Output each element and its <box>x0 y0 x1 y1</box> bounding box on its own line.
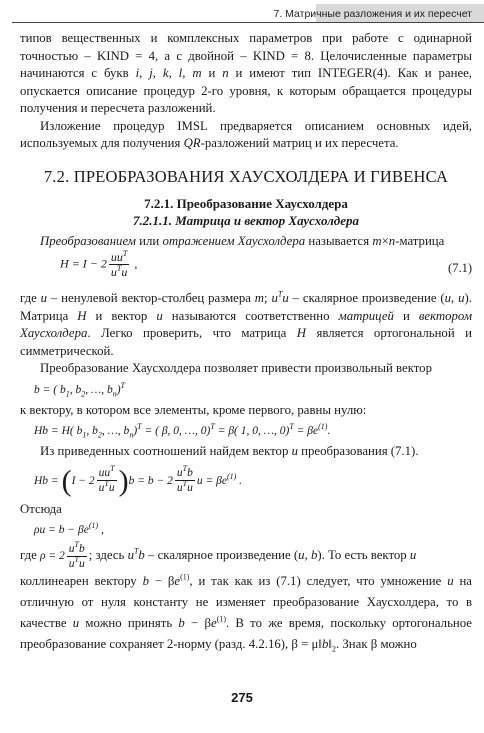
running-head-text: 7. Матричные разложения и их пересчет <box>273 8 472 20</box>
subsection-title: 7.2.1. Преобразование Хаусхолдера <box>144 195 348 211</box>
paragraph-from-relations: Из приведенных соотношений найдем вектор u преобразования (7.1). <box>40 444 419 458</box>
paragraph-intro-imsl: Изложение процедур IMSL предваряется описанием основных идей, используемых для получения QR-разложений матриц и их пересчета. <box>20 118 472 150</box>
subsubsection-title: 7.2.1.1. Матрица и вектор Хаусхолдера <box>132 212 360 228</box>
paragraph-to-vector: к вектору, в котором все элементы, кроме первого, равны нулю: <box>20 402 367 417</box>
header-rule <box>12 22 484 23</box>
formula-vector-b: b = ( $b_1$, $b_2$, …, $b_n)^T$ <box>34 380 125 398</box>
equation-number: (7.1) <box>448 261 472 275</box>
formula-householder-matrix: H = I − 2 $\frac{uu^T}{u^Tu}$ , (7.1) <box>60 249 472 279</box>
formula-hb-expanded: Hb = (I − 2 $\frac{uu^T}{u^Tu}$ )b = b − 2 $\frac{u^Tb}{u^Tu}$ $u = \beta e^{(1)}$ . <box>34 463 243 497</box>
formula-rho-u: $\rho u = b - \beta e^{(1)}$ , <box>34 521 104 536</box>
paragraph-transform: Преобразование Хаусхолдера позволяет привести произвольный вектор <box>40 361 432 375</box>
paragraph-where-u: где u – ненулевой вектор-столбец размера m; $u^Tu$ – скалярное произведение (u, u). Матрица H и вектор u называются соответственно матрицей и вектором Хаусхолдера. Легко проверить, что матрица H является ортогональной и симметрической. <box>20 289 472 358</box>
paragraph-where-rho: где ρ = 2 $\frac{u^Tb}{u^Tu}$ ; здесь $u^Tb$ – скалярное произведение (u, b). То есть вектор u <box>20 540 417 570</box>
paragraph-kind-params: типов вещественных и комплексных параметров при работе с одинарной точностью – KIND = 4, а с двойной – KIND = 8. Целочисленные параметры начинаются с букв i, j, k, l, m и n и имеют тип INTEGER(4). Как и ранее, опускается описание процедур 2-го уровня, к которым обращается процедуры получения и пересчета разложений. <box>20 31 472 115</box>
formula-hb: Hb = H( $b_1$, $b_2$, …, $b_n)^T$ = ( β, 0, …, 0)$^T$ = β( 1, 0, …, $0)^T = \beta e^{(1)}$. <box>34 422 331 440</box>
page-number: 275 <box>231 690 253 705</box>
paragraph-collinear: коллинеарен вектору $b - \beta e^{(1)}$, и так как из (7.1) следует, что умножение u на отличную от нуля константу не изменяет преобразование Хаусхолдера, то в качестве u можно принять $b - \beta e^{(1)}$. В то же время, поскольку ортогональное преобразование сохраняет 2-норму (разд. 4.2.16), $\beta = \mu‖b‖_2$. Знак β можно <box>20 572 472 654</box>
running-head <box>12 0 484 22</box>
section-title: 7.2. ПРЕОБРАЗОВАНИЯ ХАУСХОЛДЕРА И ГИВЕНСА <box>43 166 449 186</box>
paragraph-definition: Преобразованием или отражением Хаусхолдера называется m×n-матрица <box>40 233 445 248</box>
page-content <box>20 30 472 655</box>
paragraph-otsyuda: Отсюда <box>20 501 62 516</box>
